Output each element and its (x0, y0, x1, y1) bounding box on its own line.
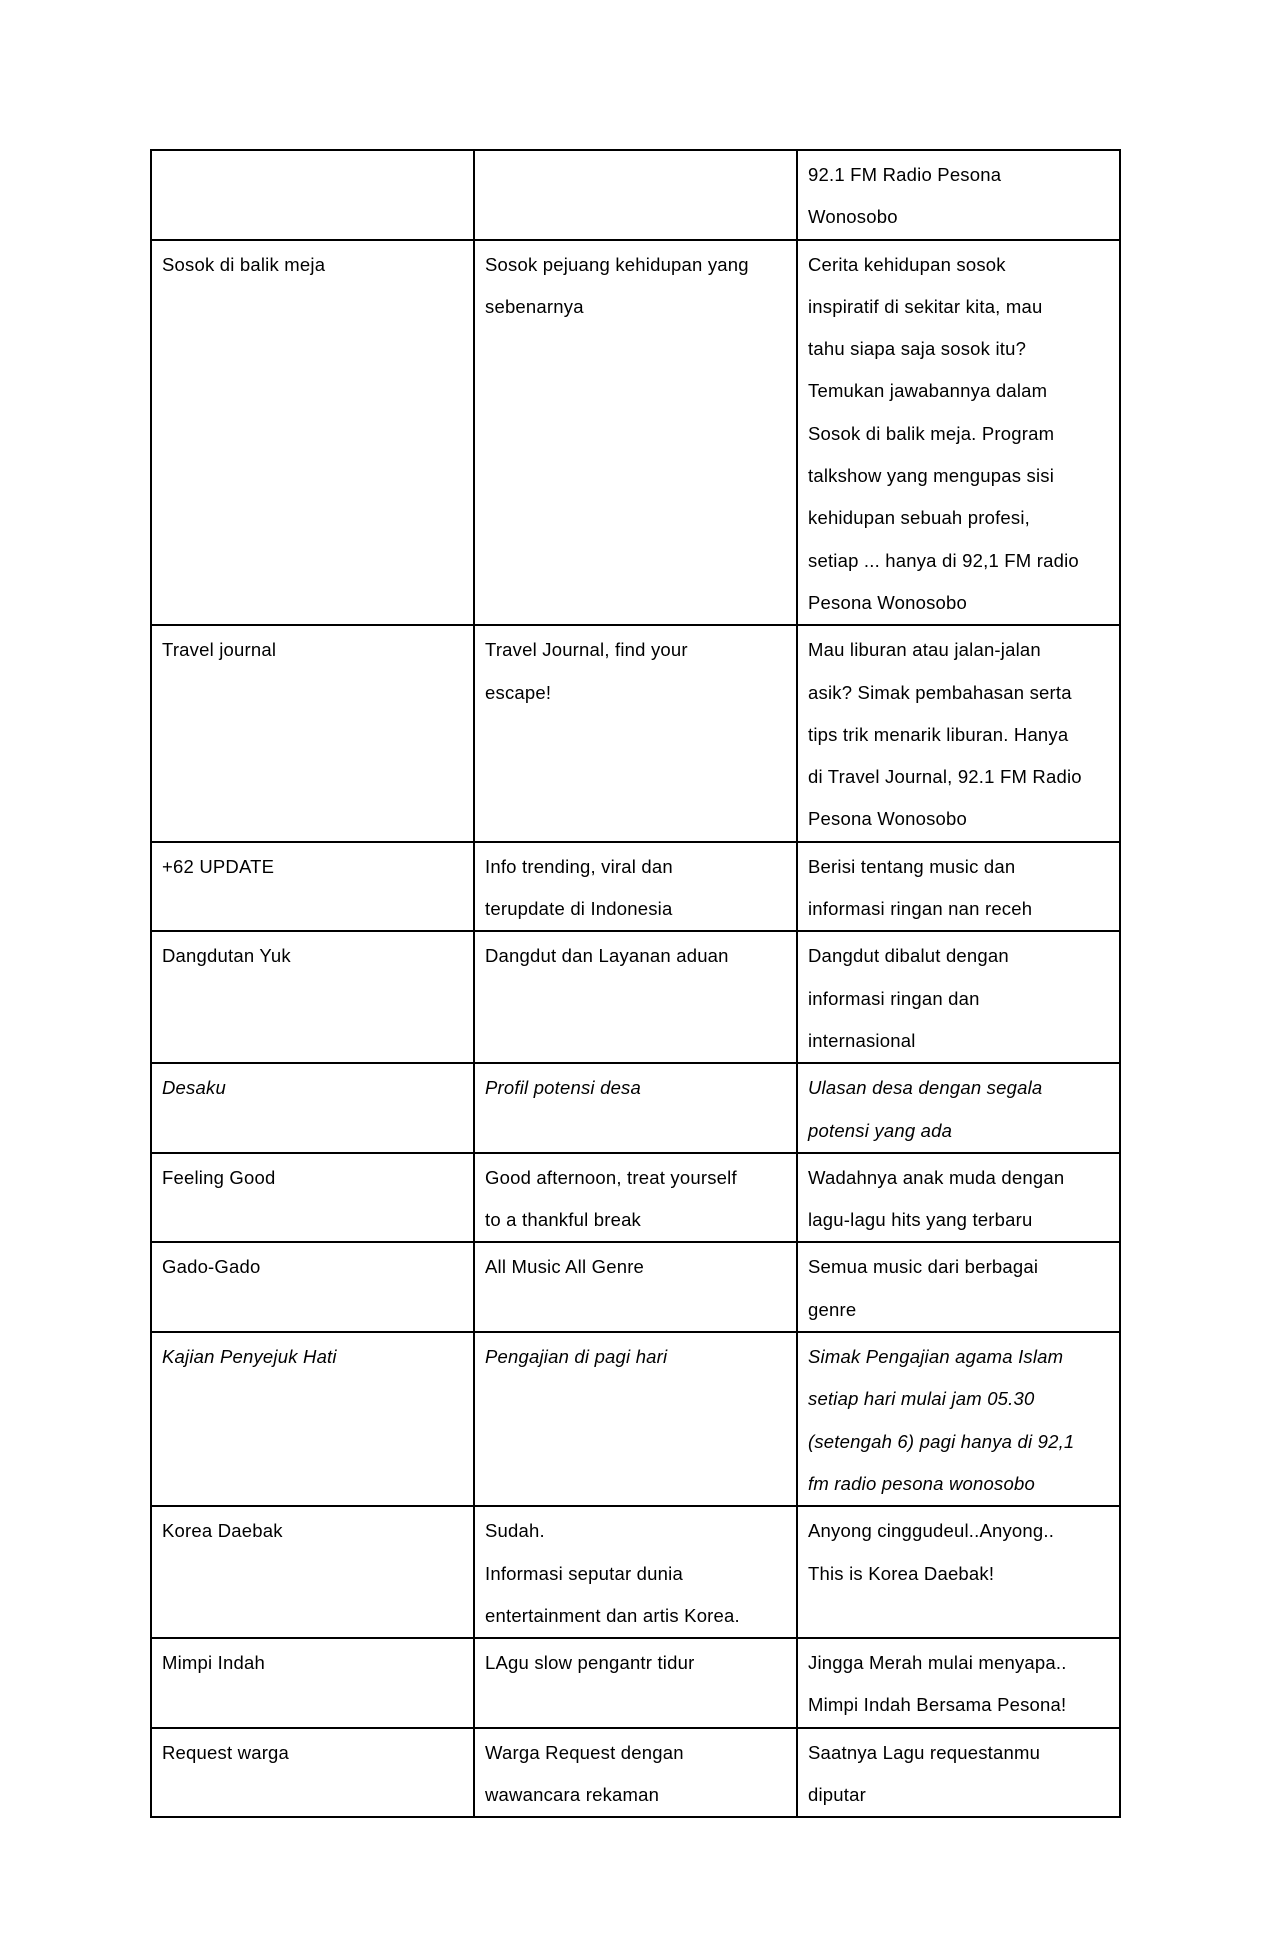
description-cell: Anyong cinggudeul..Anyong.. This is Korea Daebak! (797, 1506, 1120, 1638)
program-name-cell: Sosok di balik meja (151, 240, 474, 626)
description-cell: Semua music dari berbagai genre (797, 1242, 1120, 1332)
tagline-cell: Good afternoon, treat yourself to a thankful break (474, 1153, 797, 1243)
table-row (151, 1063, 1120, 1153)
tagline-cell: Travel Journal, find your escape! (474, 625, 797, 841)
tagline-cell: Pengajian di pagi hari (474, 1332, 797, 1506)
tagline-cell: Warga Request dengan wawancara rekaman (474, 1728, 797, 1818)
table-row (151, 1153, 1120, 1243)
description-cell: Wadahnya anak muda dengan lagu-lagu hits yang terbaru (797, 1153, 1120, 1243)
tagline-cell: Sudah. Informasi seputar dunia entertainment dan artis Korea. (474, 1506, 797, 1638)
program-name-cell: Kajian Penyejuk Hati (151, 1332, 474, 1506)
tagline-cell: Profil potensi desa (474, 1063, 797, 1153)
program-name-cell: Desaku (151, 1063, 474, 1153)
description-cell: Cerita kehidupan sosok inspiratif di sekitar kita, mau tahu siapa saja sosok itu? Temukan jawabannya dalam Sosok di balik meja. Program talkshow yang mengupas sisi kehidupan sebuah profesi, setiap ... hanya di 92,1 FM radio Pesona Wonosobo (797, 240, 1120, 626)
program-table (150, 149, 1121, 1818)
table-row (151, 1638, 1120, 1728)
table-row (151, 625, 1120, 841)
description-cell: Saatnya Lagu requestanmu diputar (797, 1728, 1120, 1818)
program-name-cell: Mimpi Indah (151, 1638, 474, 1728)
table-row (151, 1728, 1120, 1818)
table-row (151, 150, 1120, 240)
description-cell: 92.1 FM Radio Pesona Wonosobo (797, 150, 1120, 240)
description-cell: Ulasan desa dengan segala potensi yang ada (797, 1063, 1120, 1153)
program-name-cell: +62 UPDATE (151, 842, 474, 932)
table-row (151, 931, 1120, 1063)
tagline-cell (474, 150, 797, 240)
program-name-cell: Korea Daebak (151, 1506, 474, 1638)
description-cell: Berisi tentang music dan informasi ringan nan receh (797, 842, 1120, 932)
table-row (151, 1506, 1120, 1638)
description-cell: Mau liburan atau jalan-jalan asik? Simak pembahasan serta tips trik menarik liburan. Hanya di Travel Journal, 92.1 FM Radio Pesona Wonosobo (797, 625, 1120, 841)
table-row (151, 240, 1120, 626)
tagline-cell: Dangdut dan Layanan aduan (474, 931, 797, 1063)
program-name-cell: Travel journal (151, 625, 474, 841)
description-cell: Dangdut dibalut dengan informasi ringan dan internasional (797, 931, 1120, 1063)
table-row (151, 842, 1120, 932)
tagline-cell: LAgu slow pengantr tidur (474, 1638, 797, 1728)
tagline-cell: All Music All Genre (474, 1242, 797, 1332)
program-name-cell: Dangdutan Yuk (151, 931, 474, 1063)
table-row (151, 1332, 1120, 1506)
program-name-cell (151, 150, 474, 240)
description-cell: Jingga Merah mulai menyapa.. Mimpi Indah Bersama Pesona! (797, 1638, 1120, 1728)
program-name-cell: Gado-Gado (151, 1242, 474, 1332)
program-name-cell: Feeling Good (151, 1153, 474, 1243)
table-row (151, 1242, 1120, 1332)
program-name-cell: Request warga (151, 1728, 474, 1818)
tagline-cell: Sosok pejuang kehidupan yang sebenarnya (474, 240, 797, 626)
description-cell: Simak Pengajian agama Islam setiap hari mulai jam 05.30 (setengah 6) pagi hanya di 92,1 fm radio pesona wonosobo (797, 1332, 1120, 1506)
tagline-cell: Info trending, viral dan terupdate di Indonesia (474, 842, 797, 932)
